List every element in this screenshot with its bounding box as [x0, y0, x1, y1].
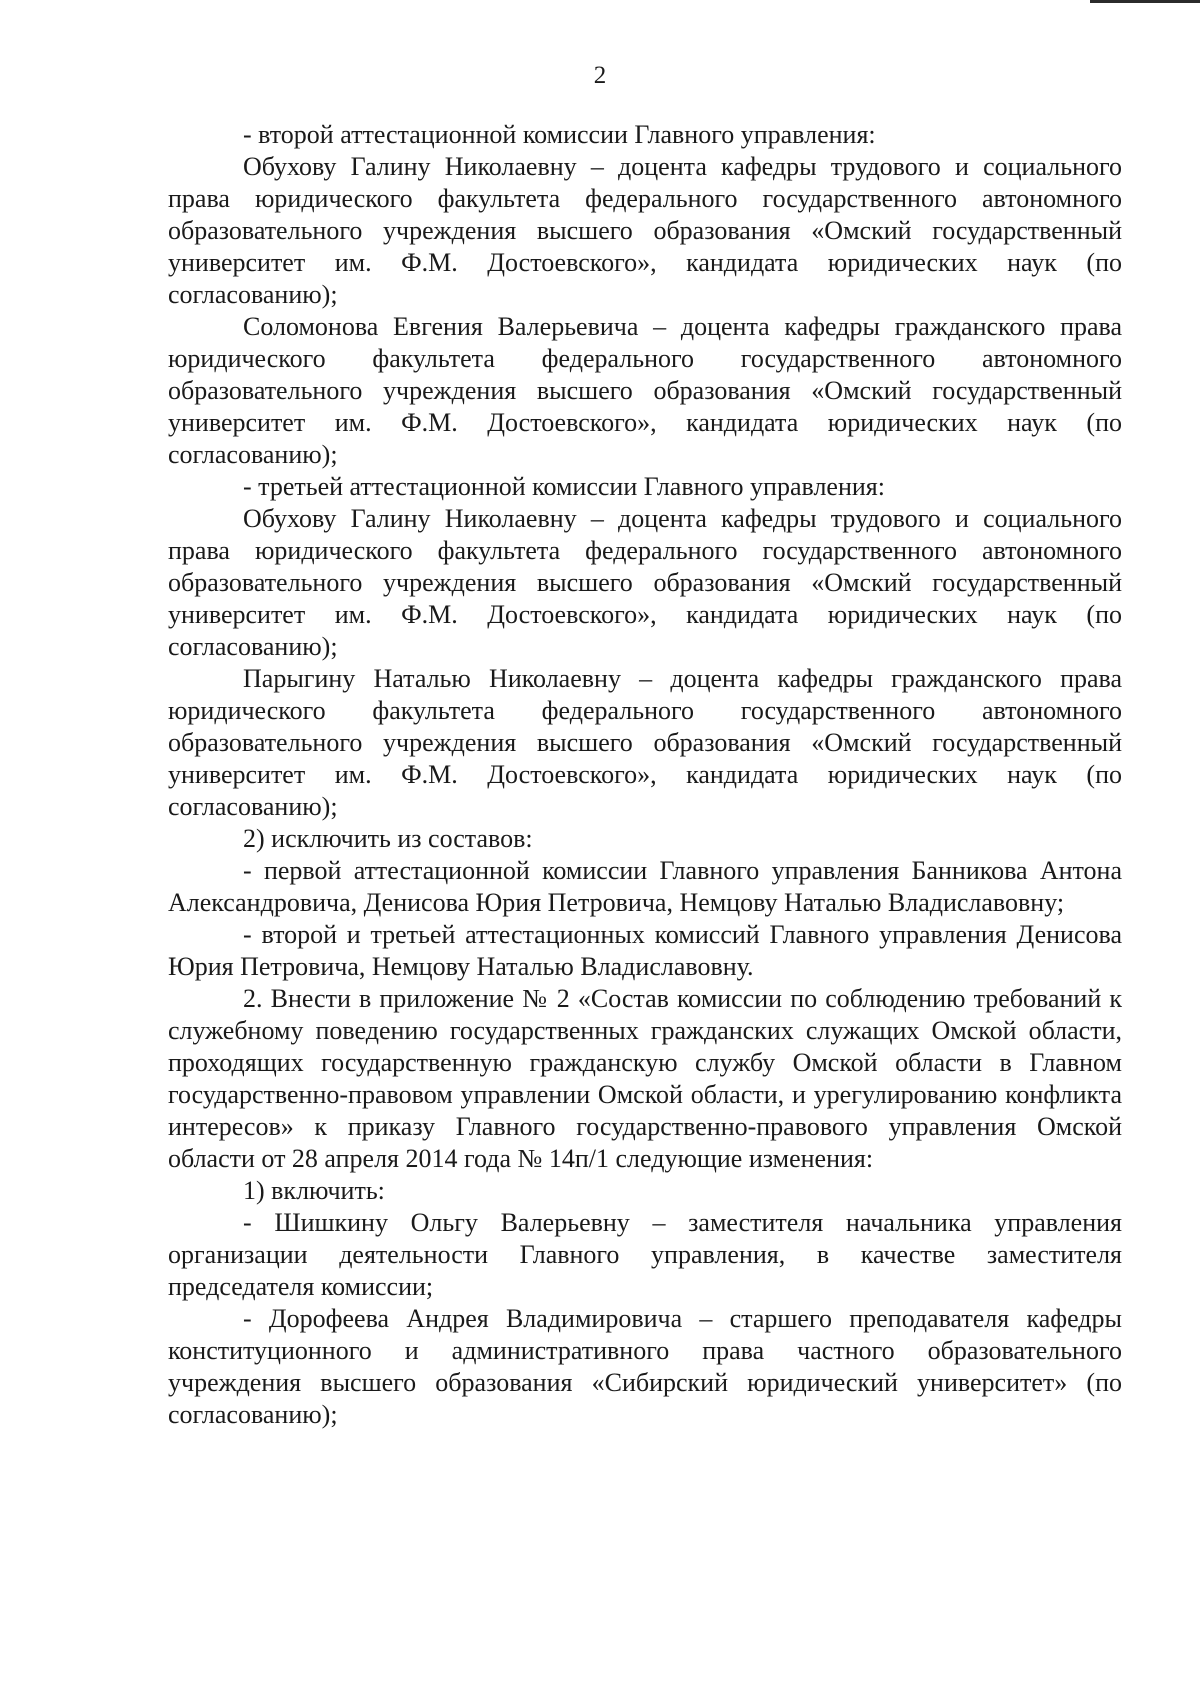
paragraph-shishkina: - Шишкину Ольгу Валерьевну – заместителя начальника управления организации деятельности Главного управления, в качестве заместителя председателя комиссии;	[168, 1208, 1122, 1301]
page-number: 2	[593, 62, 607, 89]
paragraph-obukhova-1: Обухову Галину Николаевну – доцента кафедры трудового и социального права юридического факультета федерального государственного автономного образовательного учреждения высшего образования «Омский государственный университет им. Ф.М. Достоевского», кандидата юридических наук (по согласованию);	[168, 152, 1122, 309]
scan-edge-mark	[1090, 0, 1200, 3]
paragraph-obukhova-2: Обухову Галину Николаевну – доцента кафедры трудового и социального права юридического факультета федерального государственного автономного образовательного учреждения высшего образования «Омский государственный университет им. Ф.М. Достоевского», кандидата юридических наук (по согласованию);	[168, 504, 1122, 661]
paragraph-third-commission-heading: - третьей аттестационной комиссии Главного управления:	[243, 472, 885, 501]
document-body	[168, 119, 1122, 1431]
paragraph-exclude-heading: 2) исключить из составов:	[243, 824, 533, 853]
paragraph-item-2: 2. Внести в приложение № 2 «Состав комиссии по соблюдению требований к служебному поведению государственных гражданских служащих Омской области, проходящих государственную гражданскую службу Омской области в Главном государственно-правовом управлении Омской области, и урегулированию конфликта интересов» к приказу Главного государственно-правового управления Омской области от 28 апреля 2014 года № 14п/1 следующие изменения:	[168, 984, 1122, 1173]
paragraph-dorofeev: - Дорофеева Андрея Владимировича – старшего преподавателя кафедры конституционного и административного права частного образовательного учреждения высшего образования «Сибирский юридический университет» (по согласованию);	[168, 1304, 1122, 1429]
paragraph-exclude-second-third: - второй и третьей аттестационных комиссий Главного управления Денисова Юрия Петровича, Немцову Наталью Владиславовну.	[168, 920, 1122, 981]
paragraph-parygina: Парыгину Наталью Николаевну – доцента кафедры гражданского права юридического факультета федерального государственного автономного образовательного учреждения высшего образования «Омский государственный университет им. Ф.М. Достоевского», кандидата юридических наук (по согласованию);	[168, 664, 1122, 821]
paragraph-second-commission-heading: - второй аттестационной комиссии Главного управления:	[243, 120, 876, 149]
paragraph-include-heading: 1) включить:	[243, 1176, 385, 1205]
paragraph-solomonov: Соломонова Евгения Валерьевича – доцента кафедры гражданского права юридического факультета федерального государственного автономного образовательного учреждения высшего образования «Омский государственный университет им. Ф.М. Достоевского», кандидата юридических наук (по согласованию);	[168, 312, 1122, 469]
paragraph-exclude-first: - первой аттестационной комиссии Главного управления Банникова Антона Александровича, Денисова Юрия Петровича, Немцову Наталью Владиславовну;	[168, 856, 1122, 917]
